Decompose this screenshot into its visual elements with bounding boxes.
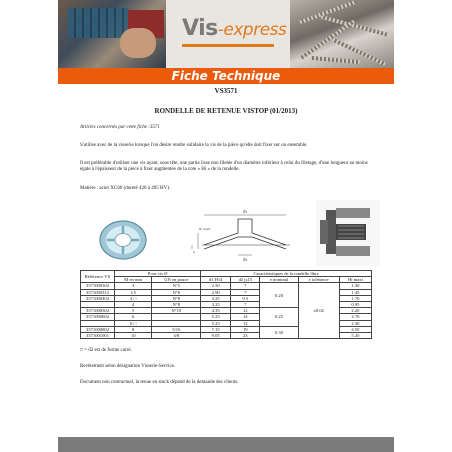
cell-d2: 14 bbox=[231, 314, 260, 320]
cell-d2: 12 bbox=[231, 308, 260, 314]
cell-unc: 3/8 bbox=[152, 333, 201, 339]
cell-d2: 12 bbox=[231, 320, 260, 326]
col-reference: Référence VS bbox=[81, 271, 115, 283]
cell-d1: 9.05 bbox=[201, 333, 231, 339]
reference-code: VS3571 bbox=[214, 87, 238, 95]
col-d2: d2 js15 bbox=[231, 277, 260, 283]
cell-d1: 2.90 bbox=[201, 289, 231, 295]
cell-mm: 4 bbox=[115, 302, 152, 308]
cell-hi: 2.30 bbox=[339, 320, 371, 326]
cell-ref: 3571000802 bbox=[81, 326, 115, 332]
document-page bbox=[58, 0, 394, 452]
concerned-articles: Articles concernés par cette fiche :3571 bbox=[80, 125, 160, 130]
cell-hi: 2.20 bbox=[339, 308, 371, 314]
cell-e-nominal: 0.25 bbox=[260, 308, 298, 327]
label-e: e bbox=[193, 250, 195, 254]
cell-d2: 7 bbox=[231, 302, 260, 308]
cell-hi: 2.70 bbox=[339, 314, 371, 320]
header-photo-screws bbox=[290, 0, 394, 68]
cell-mm: 5 bbox=[115, 308, 152, 314]
washer-photo bbox=[98, 218, 148, 262]
col-unc: UN en pouce bbox=[152, 277, 201, 283]
cell-ref: 3571000402 bbox=[81, 295, 115, 301]
cell-ref: 3571001001 bbox=[81, 333, 115, 339]
cell-d2: 7 bbox=[231, 283, 260, 289]
col-group-vis: Pour vis Ø bbox=[115, 271, 201, 277]
cell-unc: N°5 bbox=[152, 283, 201, 289]
brand-name: Vis bbox=[182, 16, 218, 41]
footer-bar bbox=[58, 437, 394, 452]
cell-d2: 9.5 bbox=[231, 295, 260, 301]
cell-d1: 5.25 bbox=[201, 314, 231, 320]
cell-hi: 1.70 bbox=[339, 295, 371, 301]
cell-d1: 3.25 bbox=[201, 295, 231, 301]
cell-d1: 5.25 bbox=[201, 320, 231, 326]
cell-d2: 23 bbox=[231, 333, 260, 339]
paragraph-recommendation: Il est préférable d'utiliser une vis ayant, sous tête, une partie lisse non filetée d'un diamètre inférieur à celui du filetage, d'une longueur au moins égale à l'épaisseur de la pièce à fixer augmentée de la cote « Hi » de la rondelle. bbox=[80, 161, 368, 172]
cell-ref: 3571000602 bbox=[81, 314, 115, 320]
hand bbox=[120, 28, 156, 58]
label-d1: d₁ bbox=[243, 209, 248, 214]
cell-d1: 3.25 bbox=[201, 302, 231, 308]
cell-unc: 5/16 bbox=[152, 326, 201, 332]
screw-shape bbox=[310, 56, 360, 64]
cell-ref: 3571000312 bbox=[81, 289, 115, 295]
header-photo-toolbox bbox=[58, 0, 166, 68]
cell-d2: 19 bbox=[231, 326, 260, 332]
document-title: RONDELLE DE RETENUE VISTOP (01/2013) bbox=[154, 107, 298, 115]
col-d1: d1 H14 bbox=[201, 277, 231, 283]
cell-unc: N°6 bbox=[152, 289, 201, 295]
material-spec: Matière : acier XC60 (dureté 420 à 495 HV). bbox=[80, 186, 171, 191]
brand-logo[interactable] bbox=[182, 16, 286, 41]
label-hi: Hi maxi bbox=[199, 227, 211, 231]
paragraph-usage: S'utilise avec de la visserie lorsque l'on désire rendre solidaire la vis de la pièce qu'elle doit fixer sur un ensemble. bbox=[80, 143, 308, 148]
cell-ref: 3571000302 bbox=[81, 283, 115, 289]
cell-d1: 4.35 bbox=[201, 308, 231, 314]
cell-mm: 6 bbox=[115, 314, 152, 320]
cell-unc: N°8 bbox=[152, 295, 201, 301]
cell-mm: 6 □ bbox=[115, 320, 152, 326]
col-hi: Hi maxi bbox=[339, 277, 371, 283]
cell-e-nominal: 0.30 bbox=[260, 326, 298, 338]
cell-mm: 10 bbox=[115, 333, 152, 339]
col-group-characteristics: Caractéristiques de la rondelle libre bbox=[201, 271, 372, 277]
washer-drawing bbox=[190, 205, 300, 270]
cell-mm: 8 bbox=[115, 326, 152, 332]
screw-shape bbox=[299, 19, 355, 60]
square-note: □ = d2 est de forme carré. bbox=[80, 348, 132, 353]
cell-mm: 3.5 bbox=[115, 289, 152, 295]
cell-d2: 7 bbox=[231, 289, 260, 295]
col-e-tolerance: e tolérance bbox=[298, 277, 339, 283]
cell-hi: 5.20 bbox=[339, 333, 371, 339]
logo-underline bbox=[182, 44, 274, 47]
cell-d1: 7.15 bbox=[201, 326, 231, 332]
cell-hi: 1.45 bbox=[339, 289, 371, 295]
brand-suffix: -express bbox=[217, 20, 287, 40]
coating-note: Revêtement selon désignation Visserie-Service. bbox=[80, 364, 176, 369]
cell-d1: 2.50 bbox=[201, 283, 231, 289]
col-e-nominal: e nominal bbox=[260, 277, 298, 283]
cell-mm: 4 □ bbox=[115, 295, 152, 301]
dimensions-table bbox=[80, 270, 372, 339]
cell-e-nominal: 0.20 bbox=[260, 283, 298, 308]
cell-unc: N°8 bbox=[152, 302, 201, 308]
cell-mm: 3 bbox=[115, 283, 152, 289]
disclaimer: Document non contractuel, la tenue en stock dépend de la demande des clients. bbox=[80, 380, 239, 385]
cell-e-tolerance: ±0.02 bbox=[298, 283, 339, 339]
assembly-cross-section bbox=[316, 200, 380, 266]
label-d2: d₂ bbox=[243, 257, 248, 262]
cell-ref: 3571000502 bbox=[81, 308, 115, 314]
screw-tray bbox=[68, 8, 128, 38]
cell-hi: 1.30 bbox=[339, 283, 371, 289]
cell-hi: 0.95 bbox=[339, 302, 371, 308]
cell-unc: N°10 bbox=[152, 308, 201, 314]
header bbox=[58, 0, 394, 68]
col-mm: M en mm bbox=[115, 277, 152, 283]
fiche-banner: Fiche Technique bbox=[58, 68, 394, 84]
cell-hi: 4.50 bbox=[339, 326, 371, 332]
